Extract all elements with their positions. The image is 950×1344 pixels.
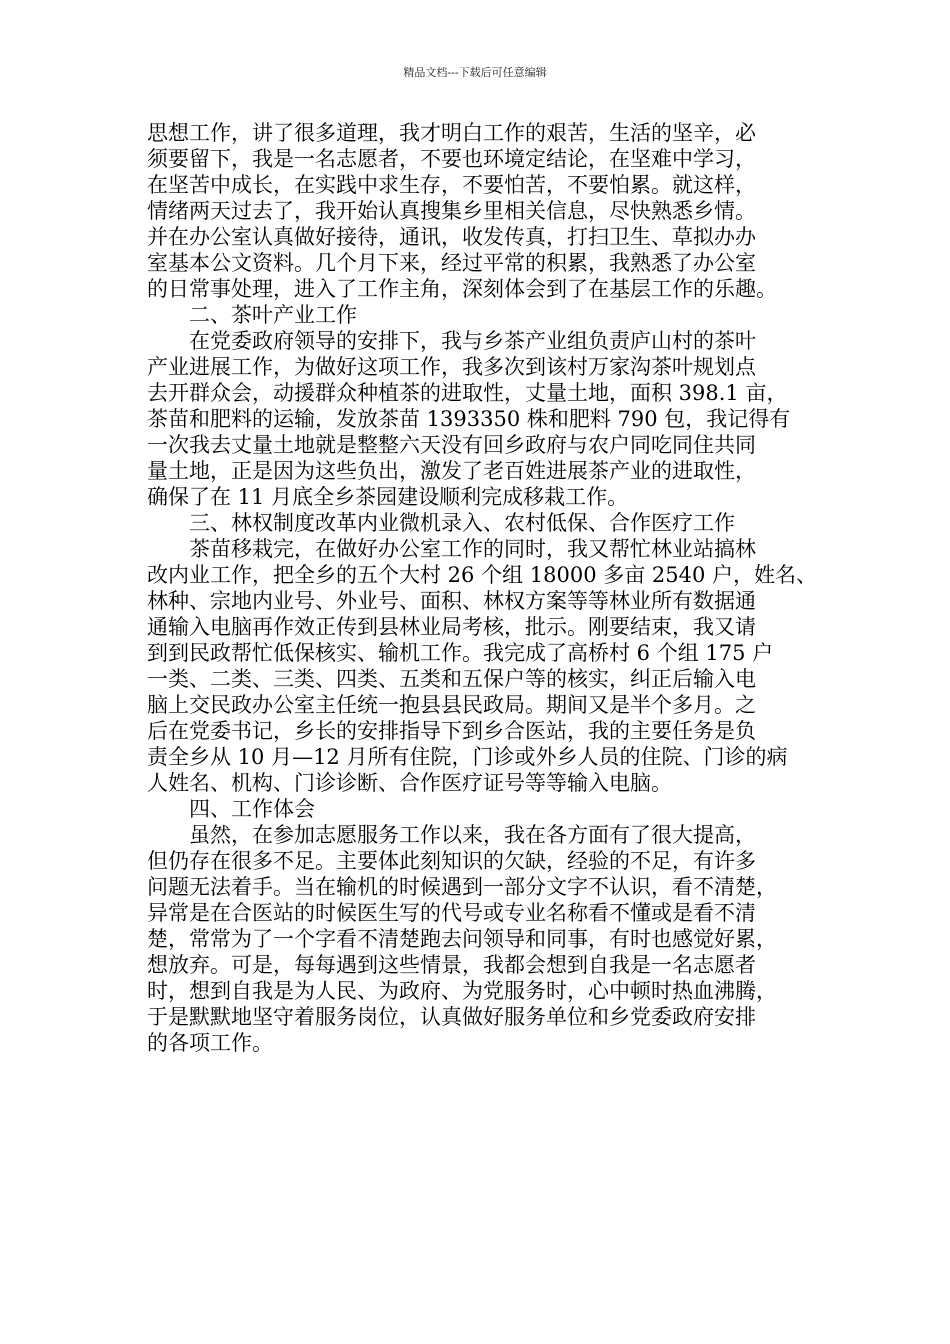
text-line: 确保了在 11 月底全乡茶园建设顺利完成移栽工作。 <box>147 485 629 509</box>
paragraph-first-line: 在党委政府领导的安排下，我与乡茶产业组负责庐山村的茶叶 <box>189 329 756 353</box>
text-line: 通输入电脑再作效正传到县林业局考核，批示。刚要结束，我又请 <box>147 615 756 639</box>
text-line: 思想工作，讲了很多道理，我才明白工作的艰苦，生活的坚辛，必 <box>147 121 756 145</box>
page-header: 精品文档---下载后可任意编辑 <box>403 66 547 79</box>
text-line: 改内业工作，把全乡的五个大村 26 个组 18000 多亩 2540 户，姓名、 <box>147 563 818 587</box>
text-line: 一类、二类、三类、四类、五类和五保户等的核实，纠正后输入电 <box>147 667 756 691</box>
text-line: 后在党委书记，乡长的安排指导下到乡合医站，我的主要任务是负 <box>147 719 756 743</box>
text-line: 脑上交民政办公室主任统一抱县县民政局。期间又是半个多月。之 <box>147 693 756 717</box>
text-line: 一次我去丈量土地就是整整六天没有回乡政府与农户同吃同住共同 <box>147 433 756 457</box>
text-line: 情绪两天过去了，我开始认真搜集乡里相关信息，尽快熟悉乡情。 <box>147 199 756 223</box>
document-body <box>147 120 818 1056</box>
text-line: 人姓名、机构、门诊诊断、合作医疗证号等等输入电脑。 <box>147 771 672 795</box>
text-line: 产业进展工作，为做好这项工作，我多次到该村万家沟茶叶规划点 <box>147 355 756 379</box>
text-line: 到到民政帮忙低保核实、输机工作。我完成了高桥村 6 个组 175 户 <box>147 641 774 665</box>
text-line: 想放弃。可是，每每遇到这些情景，我都会想到自我是一名志愿者 <box>147 953 756 977</box>
text-line: 室基本公文资料。几个月下来，经过平常的积累，我熟悉了办公室 <box>147 251 756 275</box>
text-line: 去开群众会，动援群众种植茶的进取性，丈量土地，面积 398.1 亩， <box>147 381 788 405</box>
text-line: 异常是在合医站的时候医生写的代号或专业名称看不懂或是看不清 <box>147 901 756 925</box>
section-heading: 四、工作体会 <box>189 797 315 821</box>
text-line: 问题无法着手。当在输机的时候遇到一部分文字不认识，看不清楚， <box>147 875 777 899</box>
text-line: 茶苗和肥料的运输，发放茶苗 1393350 株和肥料 790 包，我记得有 <box>147 407 791 431</box>
text-line: 并在办公室认真做好接待，通讯，收发传真，打扫卫生、草拟办办 <box>147 225 756 249</box>
text-line: 林种、宗地内业号、外业号、面积、林权方案等等林业所有数据通 <box>147 589 756 613</box>
paragraph-first-line: 虽然，在参加志愿服务工作以来，我在各方面有了很大提高， <box>189 823 756 847</box>
text-line: 须要留下，我是一名志愿者，不要也环境定结论，在坚难中学习， <box>147 147 756 171</box>
text-line: 量土地，正是因为这些负出，激发了老百姓进展茶产业的进取性， <box>147 459 756 483</box>
section-heading: 三、林权制度改革内业微机录入、农村低保、合作医疗工作 <box>189 511 735 535</box>
text-line: 的各项工作。 <box>147 1031 273 1055</box>
text-line: 责全乡从 10 月—12 月所有住院，门诊或外乡人员的住院、门诊的病 <box>147 745 788 769</box>
paragraph-first-line: 茶苗移栽完，在做好办公室工作的同时，我又帮忙林业站搞林 <box>189 537 756 561</box>
text-line: 于是默默地坚守着服务岗位，认真做好服务单位和乡党委政府安排 <box>147 1005 756 1029</box>
text-line: 但仍存在很多不足。主要体此刻知识的欠缺，经验的不足，有许多 <box>147 849 756 873</box>
text-line: 时，想到自我是为人民、为政府、为党服务时，心中顿时热血沸腾， <box>147 979 777 1003</box>
text-line: 的日常事处理，进入了工作主角，深刻体会到了在基层工作的乐趣。 <box>147 277 777 301</box>
section-heading: 二、茶叶产业工作 <box>189 303 357 327</box>
text-line: 在坚苦中成长，在实践中求生存，不要怕苦，不要怕累。就这样， <box>147 173 756 197</box>
text-line: 楚，常常为了一个字看不清楚跑去问领导和同事，有时也感觉好累， <box>147 927 777 951</box>
